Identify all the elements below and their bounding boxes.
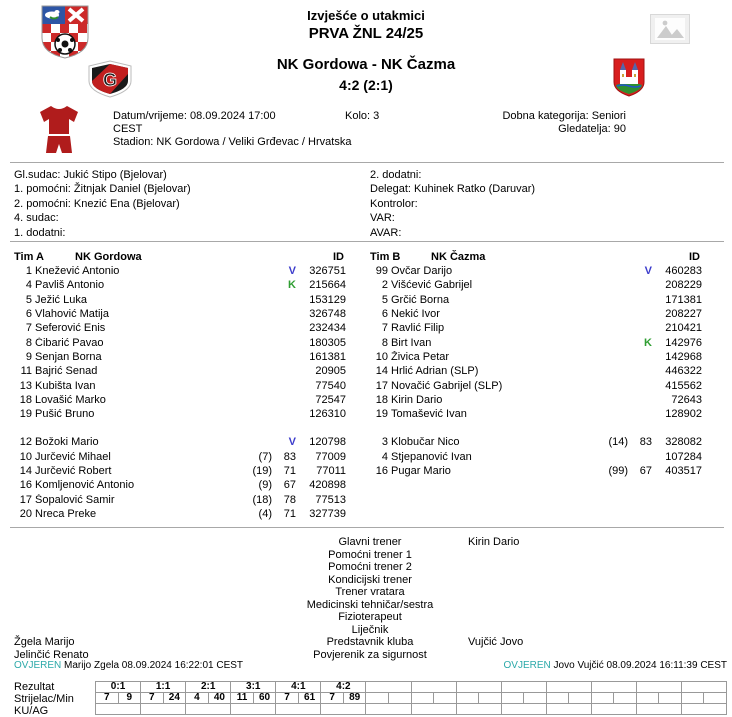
timeline-scorer-cell: 7 (96, 693, 119, 704)
player-id: 215664 (309, 279, 346, 292)
player-number: 5 (381, 293, 388, 306)
player-name: Seferović Enis (35, 322, 106, 335)
staff-role: Medicinski tehničar/sestra (306, 598, 434, 611)
staff-row (14, 586, 718, 599)
team-a-header (14, 249, 350, 264)
player-name: Komljenović Antonio (35, 479, 135, 492)
player-id: 72547 (315, 393, 346, 406)
timeline-label-scorer: Strijelac/Min (14, 693, 74, 705)
player-row (14, 435, 350, 449)
staff-row (14, 561, 718, 574)
team-b-label: Tim B (370, 250, 401, 263)
timeline-result-cell: 3:1 (231, 682, 276, 693)
timeline-kuag-cell (502, 704, 547, 715)
team-a-label: Tim A (14, 250, 44, 263)
timeline-row-labels (14, 681, 74, 717)
staff-row (14, 636, 718, 649)
player-row (14, 264, 350, 278)
timeline-result-cell (412, 682, 457, 693)
team-b-name: NK Čazma (431, 250, 486, 263)
match-datetime: Datum/vrijeme: 08.09.2024 17:00 (113, 110, 276, 122)
jersey-icon (36, 105, 82, 162)
match-timezone: CEST (113, 123, 143, 136)
home-verified-status: OVJEREN (14, 660, 62, 671)
player-number: 8 (25, 336, 32, 349)
timeline-minute-cell (704, 693, 727, 704)
player-number: 8 (381, 336, 388, 349)
player-number: 19 (19, 408, 32, 421)
player-number: 13 (19, 379, 32, 392)
team-a-name: NK Gordowa (75, 250, 142, 263)
player-name: Novačić Gabrijel (SLP) (391, 379, 503, 392)
staff-name-home: Žgela Marijo (14, 636, 75, 649)
player-id: 72643 (671, 393, 702, 406)
player-id: 77009 (315, 450, 346, 463)
staff-row (14, 536, 718, 549)
player-row (14, 492, 350, 506)
timeline-minute-cell (389, 693, 412, 704)
timeline-result-cell: 4:2 (321, 682, 366, 693)
staff-role: Povjerenik za sigurnost (313, 648, 427, 661)
timeline-kuag-cell (231, 704, 276, 715)
match-title: NK Gordowa - NK Čazma (276, 56, 456, 73)
timeline-kuag-cell (141, 704, 186, 715)
player-number: 5 (25, 293, 32, 306)
staff-role: Trener vratara (335, 586, 405, 599)
player-row (14, 293, 350, 307)
player-number: 19 (375, 408, 388, 421)
player-row (370, 464, 706, 478)
timeline-result-cell (457, 682, 502, 693)
image-placeholder-icon (650, 14, 690, 47)
timeline-minute-cell (479, 693, 502, 704)
timeline-minute-cell: 61 (299, 693, 322, 704)
player-row (370, 278, 706, 292)
timeline-kuag-cell (457, 704, 502, 715)
player-number: 14 (19, 465, 32, 477)
official-line: 1. dodatni: (14, 226, 66, 239)
player-row (14, 278, 350, 292)
divider (10, 241, 724, 242)
timeline-minute-cell: 24 (164, 693, 187, 704)
player-id: 142976 (665, 336, 702, 349)
timeline-scorer-cell (637, 693, 660, 704)
player-name: Hrlić Adrian (SLP) (391, 365, 479, 378)
player-name: Knežević Antonio (35, 265, 120, 278)
officials-left-column (14, 168, 364, 240)
timeline-kuag-cell (592, 704, 637, 715)
player-row (370, 407, 706, 421)
player-id: 20905 (315, 365, 346, 378)
player-id: 210421 (665, 322, 702, 335)
away-signature (504, 660, 727, 671)
player-id: 161381 (309, 350, 346, 363)
player-id: 142968 (665, 350, 702, 363)
player-row (370, 264, 706, 278)
staff-role: Predstavnik kluba (326, 636, 414, 649)
svg-text:G: G (102, 70, 118, 90)
player-id: 77513 (315, 493, 346, 506)
player-id: 460283 (665, 265, 702, 278)
player-id: 107284 (665, 450, 702, 463)
player-number: 10 (375, 350, 388, 363)
home-club-logo (86, 60, 134, 101)
timeline-scorer-cell: 4 (186, 693, 209, 704)
player-number: 14 (375, 365, 388, 378)
player-number: 9 (25, 350, 32, 363)
official-line: VAR: (370, 212, 395, 225)
player-id: 208227 (665, 308, 702, 321)
player-name: Jurčević Mihael (35, 450, 111, 463)
substitution-minute: 83 (283, 450, 296, 463)
timeline-result-cell (682, 682, 727, 693)
player-number: 3 (381, 436, 388, 449)
timeline-kuag-cell (637, 704, 682, 715)
timeline-scorer-cell (592, 693, 615, 704)
timeline-minute-cell (524, 693, 547, 704)
timeline-label-result: Rezultat (14, 681, 55, 693)
team-b-id-header: ID (689, 250, 700, 263)
timeline-minute-cell: 9 (119, 693, 142, 704)
player-name: Nreca Preke (35, 507, 97, 520)
timeline-minute-cell (614, 693, 637, 704)
player-row (14, 335, 350, 349)
player-name: Stjepanović Ivan (391, 450, 472, 463)
player-id: 446322 (665, 365, 702, 378)
county-coat-of-arms-icon (40, 4, 90, 63)
age-category: Dobna kategorija: Seniori (502, 110, 626, 122)
player-number: 12 (19, 436, 32, 449)
timeline-scorer-cell: 7 (141, 693, 164, 704)
timeline-result-cell (502, 682, 547, 693)
match-stadium: Stadion: NK Gordowa / Veliki Grđevac / Hrvatska (113, 136, 352, 149)
player-number: 7 (381, 322, 388, 335)
roster-gap (14, 421, 350, 435)
timeline-minute-cell: 60 (254, 693, 277, 704)
official-line: 4. sudac: (14, 212, 59, 225)
official-line: Delegat: Kuhinek Ratko (Daruvar) (370, 183, 536, 196)
timeline-kuag-cell (186, 704, 231, 715)
report-header (166, 8, 566, 93)
player-row (370, 450, 706, 464)
official-line: Kontrolor: (370, 197, 418, 210)
team-a-roster (14, 249, 350, 521)
player-id: 208229 (665, 279, 702, 292)
match-info-right (502, 110, 626, 136)
officials-right-column (370, 168, 720, 240)
player-name: Bajrić Senad (35, 365, 98, 378)
staff-name-away: Kirin Dario (468, 536, 520, 549)
player-id: 171381 (665, 293, 702, 306)
staff-role: Pomoćni trener 2 (328, 561, 412, 574)
official-line: Gl.sudac: Jukić Stipo (Bjelovar) (14, 169, 167, 181)
substitution-origin: (9) (258, 479, 272, 492)
timeline-scorer-cell (412, 693, 435, 704)
staff-role: Fizioterapeut (338, 611, 402, 624)
substitution-minute: 71 (283, 465, 296, 477)
substitution-origin: (4) (258, 507, 272, 520)
goalkeeper-marker: V (288, 436, 296, 449)
attendance: Gledatelja: 90 (558, 123, 626, 136)
player-id: 120798 (309, 436, 346, 449)
player-row (14, 364, 350, 378)
player-number: 18 (375, 393, 388, 406)
substitution-origin: (7) (258, 450, 272, 463)
timeline-table (95, 681, 727, 715)
player-name: Višćević Gabrijel (391, 279, 473, 292)
competition-title: PRVA ŽNL 24/25 (308, 25, 424, 42)
timeline-scorer-cell: 11 (231, 693, 254, 704)
player-name: Lovašić Marko (35, 393, 106, 406)
timeline-scorer-cell (682, 693, 705, 704)
team-a-id-header: ID (333, 250, 344, 263)
timeline-minute-cell: 40 (209, 693, 232, 704)
goalkeeper-marker: V (288, 265, 296, 278)
substitution-minute: 67 (639, 465, 652, 477)
timeline-result-cell (592, 682, 637, 693)
match-info-left (113, 110, 351, 150)
player-name: Vlahović Matija (35, 308, 109, 321)
player-name: Kubišta Ivan (35, 379, 96, 392)
player-name: Šopalović Samir (35, 493, 115, 506)
player-row (370, 378, 706, 392)
timeline-result-cell: 0:1 (96, 682, 141, 693)
staff-row (14, 549, 718, 562)
player-row (370, 364, 706, 378)
substitution-origin: (99) (608, 465, 628, 477)
player-name: Senjan Borna (35, 350, 102, 363)
staff-role: Pomoćni trener 1 (328, 548, 412, 561)
official-line: 1. pomoćni: Žitnjak Daniel (Bjelovar) (14, 183, 191, 196)
player-row (14, 393, 350, 407)
player-name: Grčić Borna (391, 293, 450, 306)
team-a-players (14, 264, 350, 521)
staff-row (14, 599, 718, 612)
timeline-minute-cell (659, 693, 682, 704)
player-number: 6 (381, 308, 388, 321)
timeline-scorer-cell (366, 693, 389, 704)
player-row (370, 435, 706, 449)
player-name: Ježić Luka (35, 293, 87, 306)
substitution-minute: 67 (283, 479, 296, 492)
official-line: AVAR: (370, 226, 402, 239)
player-name: Pavliš Antonio (35, 279, 105, 292)
player-name: Birt Ivan (391, 336, 432, 349)
away-verified-status: OVJEREN (503, 660, 551, 671)
player-name: Ravlić Filip (391, 322, 445, 335)
timeline-minute-cell (434, 693, 457, 704)
player-row (370, 350, 706, 364)
player-number: 17 (19, 493, 32, 506)
player-row (14, 464, 350, 478)
player-row (370, 321, 706, 335)
player-row (370, 393, 706, 407)
player-number: 16 (19, 479, 32, 492)
timeline-scorer-cell (502, 693, 525, 704)
player-number: 7 (25, 322, 32, 335)
timeline-result-cell (637, 682, 682, 693)
away-verified-text: Jovo Vujčić 08.09.2024 16:11:39 CEST (550, 660, 727, 671)
timeline-kuag-cell (321, 704, 366, 715)
staff-role: Glavni trener (338, 536, 402, 549)
player-number: 16 (375, 465, 388, 477)
home-signature (14, 660, 243, 671)
player-row (14, 407, 350, 421)
staff-row (14, 574, 718, 587)
player-id: 232434 (309, 322, 346, 335)
player-id: 415562 (665, 379, 702, 392)
timeline-result-cell: 4:1 (276, 682, 321, 693)
player-id: 126310 (309, 408, 346, 421)
player-name: Živica Petar (391, 350, 450, 363)
player-number: 18 (19, 393, 32, 406)
player-id: 326751 (309, 265, 346, 278)
player-id: 77540 (315, 379, 346, 392)
player-number: 20 (19, 507, 32, 520)
substitution-minute: 78 (283, 493, 296, 506)
away-club-crest-icon (612, 57, 646, 100)
player-id: 326748 (309, 308, 346, 321)
player-row (14, 507, 350, 521)
player-row (370, 307, 706, 321)
player-id: 153129 (309, 293, 346, 306)
staff-role: Liječnik (351, 623, 389, 636)
captain-marker: K (288, 279, 296, 292)
staff-row (14, 611, 718, 624)
timeline-kuag-cell (682, 704, 727, 715)
player-name: Nekić Ivor (391, 308, 440, 321)
player-row (14, 350, 350, 364)
substitution-origin: (14) (608, 436, 628, 449)
staff-name-home: Jelinčić Renato (14, 648, 89, 661)
player-row (14, 378, 350, 392)
player-id: 328082 (665, 436, 702, 449)
timeline-minute-cell: 89 (344, 693, 367, 704)
official-line: 2. pomoćni: Knezić Ena (Bjelovar) (14, 197, 180, 210)
player-number: 10 (19, 450, 32, 463)
timeline-result-cell: 1:1 (141, 682, 186, 693)
player-name: Pugar Mario (391, 465, 451, 477)
timeline-result-cell (366, 682, 411, 693)
match-score: 4:2 (2:1) (339, 77, 393, 93)
player-number: 4 (381, 450, 388, 463)
timeline-minute-cell (569, 693, 592, 704)
team-b-roster (370, 249, 706, 478)
player-id: 128902 (665, 408, 702, 421)
player-number: 99 (375, 265, 388, 278)
player-id: 180305 (309, 336, 346, 349)
player-number: 11 (20, 365, 32, 378)
substitution-minute: 71 (283, 507, 296, 520)
player-id: 327739 (309, 507, 346, 520)
player-number: 6 (25, 308, 32, 321)
timeline-scorer-cell (457, 693, 480, 704)
timeline-scorer-cell (547, 693, 570, 704)
timeline-result-cell: 2:1 (186, 682, 231, 693)
player-row (14, 478, 350, 492)
player-row (14, 307, 350, 321)
timeline-label-kuag: KU/AG (14, 705, 49, 717)
divider (10, 162, 724, 163)
staff-row (14, 624, 718, 637)
substitution-origin: (19) (252, 465, 272, 477)
player-number: 4 (25, 279, 32, 292)
player-name: Ovčar Darijo (391, 265, 453, 278)
team-b-header (370, 249, 706, 264)
player-number: 2 (381, 279, 388, 292)
player-name: Tomašević Ivan (391, 408, 467, 421)
official-line: 2. dodatni: (370, 169, 422, 181)
player-name: Ćibarić Pavao (35, 336, 104, 349)
home-verified-text: Marijo Zgela 08.09.2024 16:22:01 CEST (61, 660, 244, 671)
player-row (14, 321, 350, 335)
player-name: Klobučar Nico (391, 436, 460, 449)
divider (10, 527, 724, 528)
player-number: 1 (25, 265, 32, 278)
staff-role: Kondicijski trener (328, 573, 412, 586)
match-round: Kolo: 3 (345, 110, 380, 122)
staff-section (14, 536, 718, 661)
timeline-result-cell (547, 682, 592, 693)
player-id: 403517 (665, 465, 702, 477)
timeline-kuag-cell (547, 704, 592, 715)
player-id: 420898 (309, 479, 346, 492)
player-number: 17 (375, 379, 388, 392)
player-name: Božoki Mario (35, 436, 99, 449)
goalkeeper-marker: V (644, 265, 652, 278)
timeline-kuag-cell (412, 704, 457, 715)
substitution-origin: (18) (252, 493, 272, 506)
timeline-scorer-cell: 7 (321, 693, 344, 704)
timeline-kuag-cell (366, 704, 411, 715)
team-b-players (370, 264, 706, 478)
substitution-minute: 83 (639, 436, 652, 449)
player-name: Jurčević Robert (35, 465, 112, 477)
player-id: 77011 (316, 465, 346, 477)
player-row (370, 335, 706, 349)
staff-name-away: Vujčić Jovo (468, 636, 524, 649)
timeline-kuag-cell (96, 704, 141, 715)
player-row (370, 293, 706, 307)
roster-gap (370, 421, 706, 435)
player-name: Pušić Bruno (35, 408, 95, 421)
captain-marker: K (644, 336, 652, 349)
timeline-kuag-cell (276, 704, 321, 715)
player-name: Kirin Dario (391, 393, 443, 406)
report-title: Izvješće o utakmici (307, 8, 425, 23)
player-row (14, 450, 350, 464)
timeline-scorer-cell: 7 (276, 693, 299, 704)
